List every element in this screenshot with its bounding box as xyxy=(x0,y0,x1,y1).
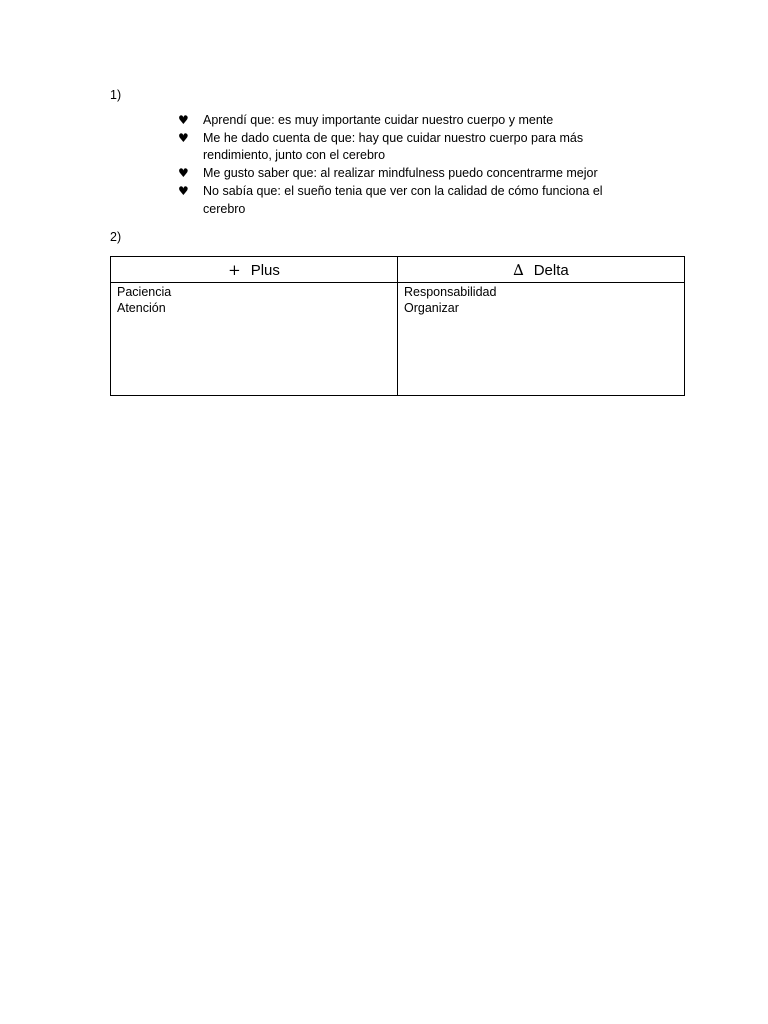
plus-delta-table xyxy=(110,256,685,396)
list-item-text: Me he dado cuenta de que: hay que cuidar nuestro cuerpo para más rendimiento, junto con el cerebro xyxy=(203,130,584,163)
plus-title: Plus xyxy=(250,261,280,279)
list-item xyxy=(178,130,628,165)
plus-item: Paciencia xyxy=(117,285,172,299)
plus-item: Atención xyxy=(117,301,166,315)
delta-item: Responsabilidad xyxy=(404,285,497,299)
list-item xyxy=(178,112,628,130)
list-item-text: Aprendí que: es muy importante cuidar nuestro cuerpo y mente xyxy=(203,113,554,127)
delta-title: Delta xyxy=(533,261,569,279)
plus-icon: + xyxy=(228,260,241,279)
delta-cell xyxy=(398,283,685,396)
section-number-1: 1) xyxy=(110,88,122,102)
reflection-list xyxy=(178,112,628,218)
delta-item: Organizar xyxy=(404,301,459,315)
heart-icon: ♥ xyxy=(178,113,189,127)
list-item xyxy=(178,165,628,183)
list-item xyxy=(178,183,628,218)
heart-icon: ♥ xyxy=(178,183,189,198)
heart-icon: ♥ xyxy=(178,130,189,145)
heart-icon: ♥ xyxy=(178,166,189,181)
table-row xyxy=(111,283,685,396)
plus-cell xyxy=(111,283,398,396)
delta-header xyxy=(398,257,685,283)
list-item-text: Me gusto saber que: al realizar mindfulness puedo concentrarme mejor xyxy=(203,166,598,181)
list-item-text: No sabía que: el sueño tenia que ver con la calidad de cómo funciona el cerebro xyxy=(203,183,603,216)
delta-icon: ∆ xyxy=(513,260,524,279)
table-header-row xyxy=(111,257,685,283)
section-number-2: 2) xyxy=(110,230,122,244)
plus-header xyxy=(111,257,398,283)
